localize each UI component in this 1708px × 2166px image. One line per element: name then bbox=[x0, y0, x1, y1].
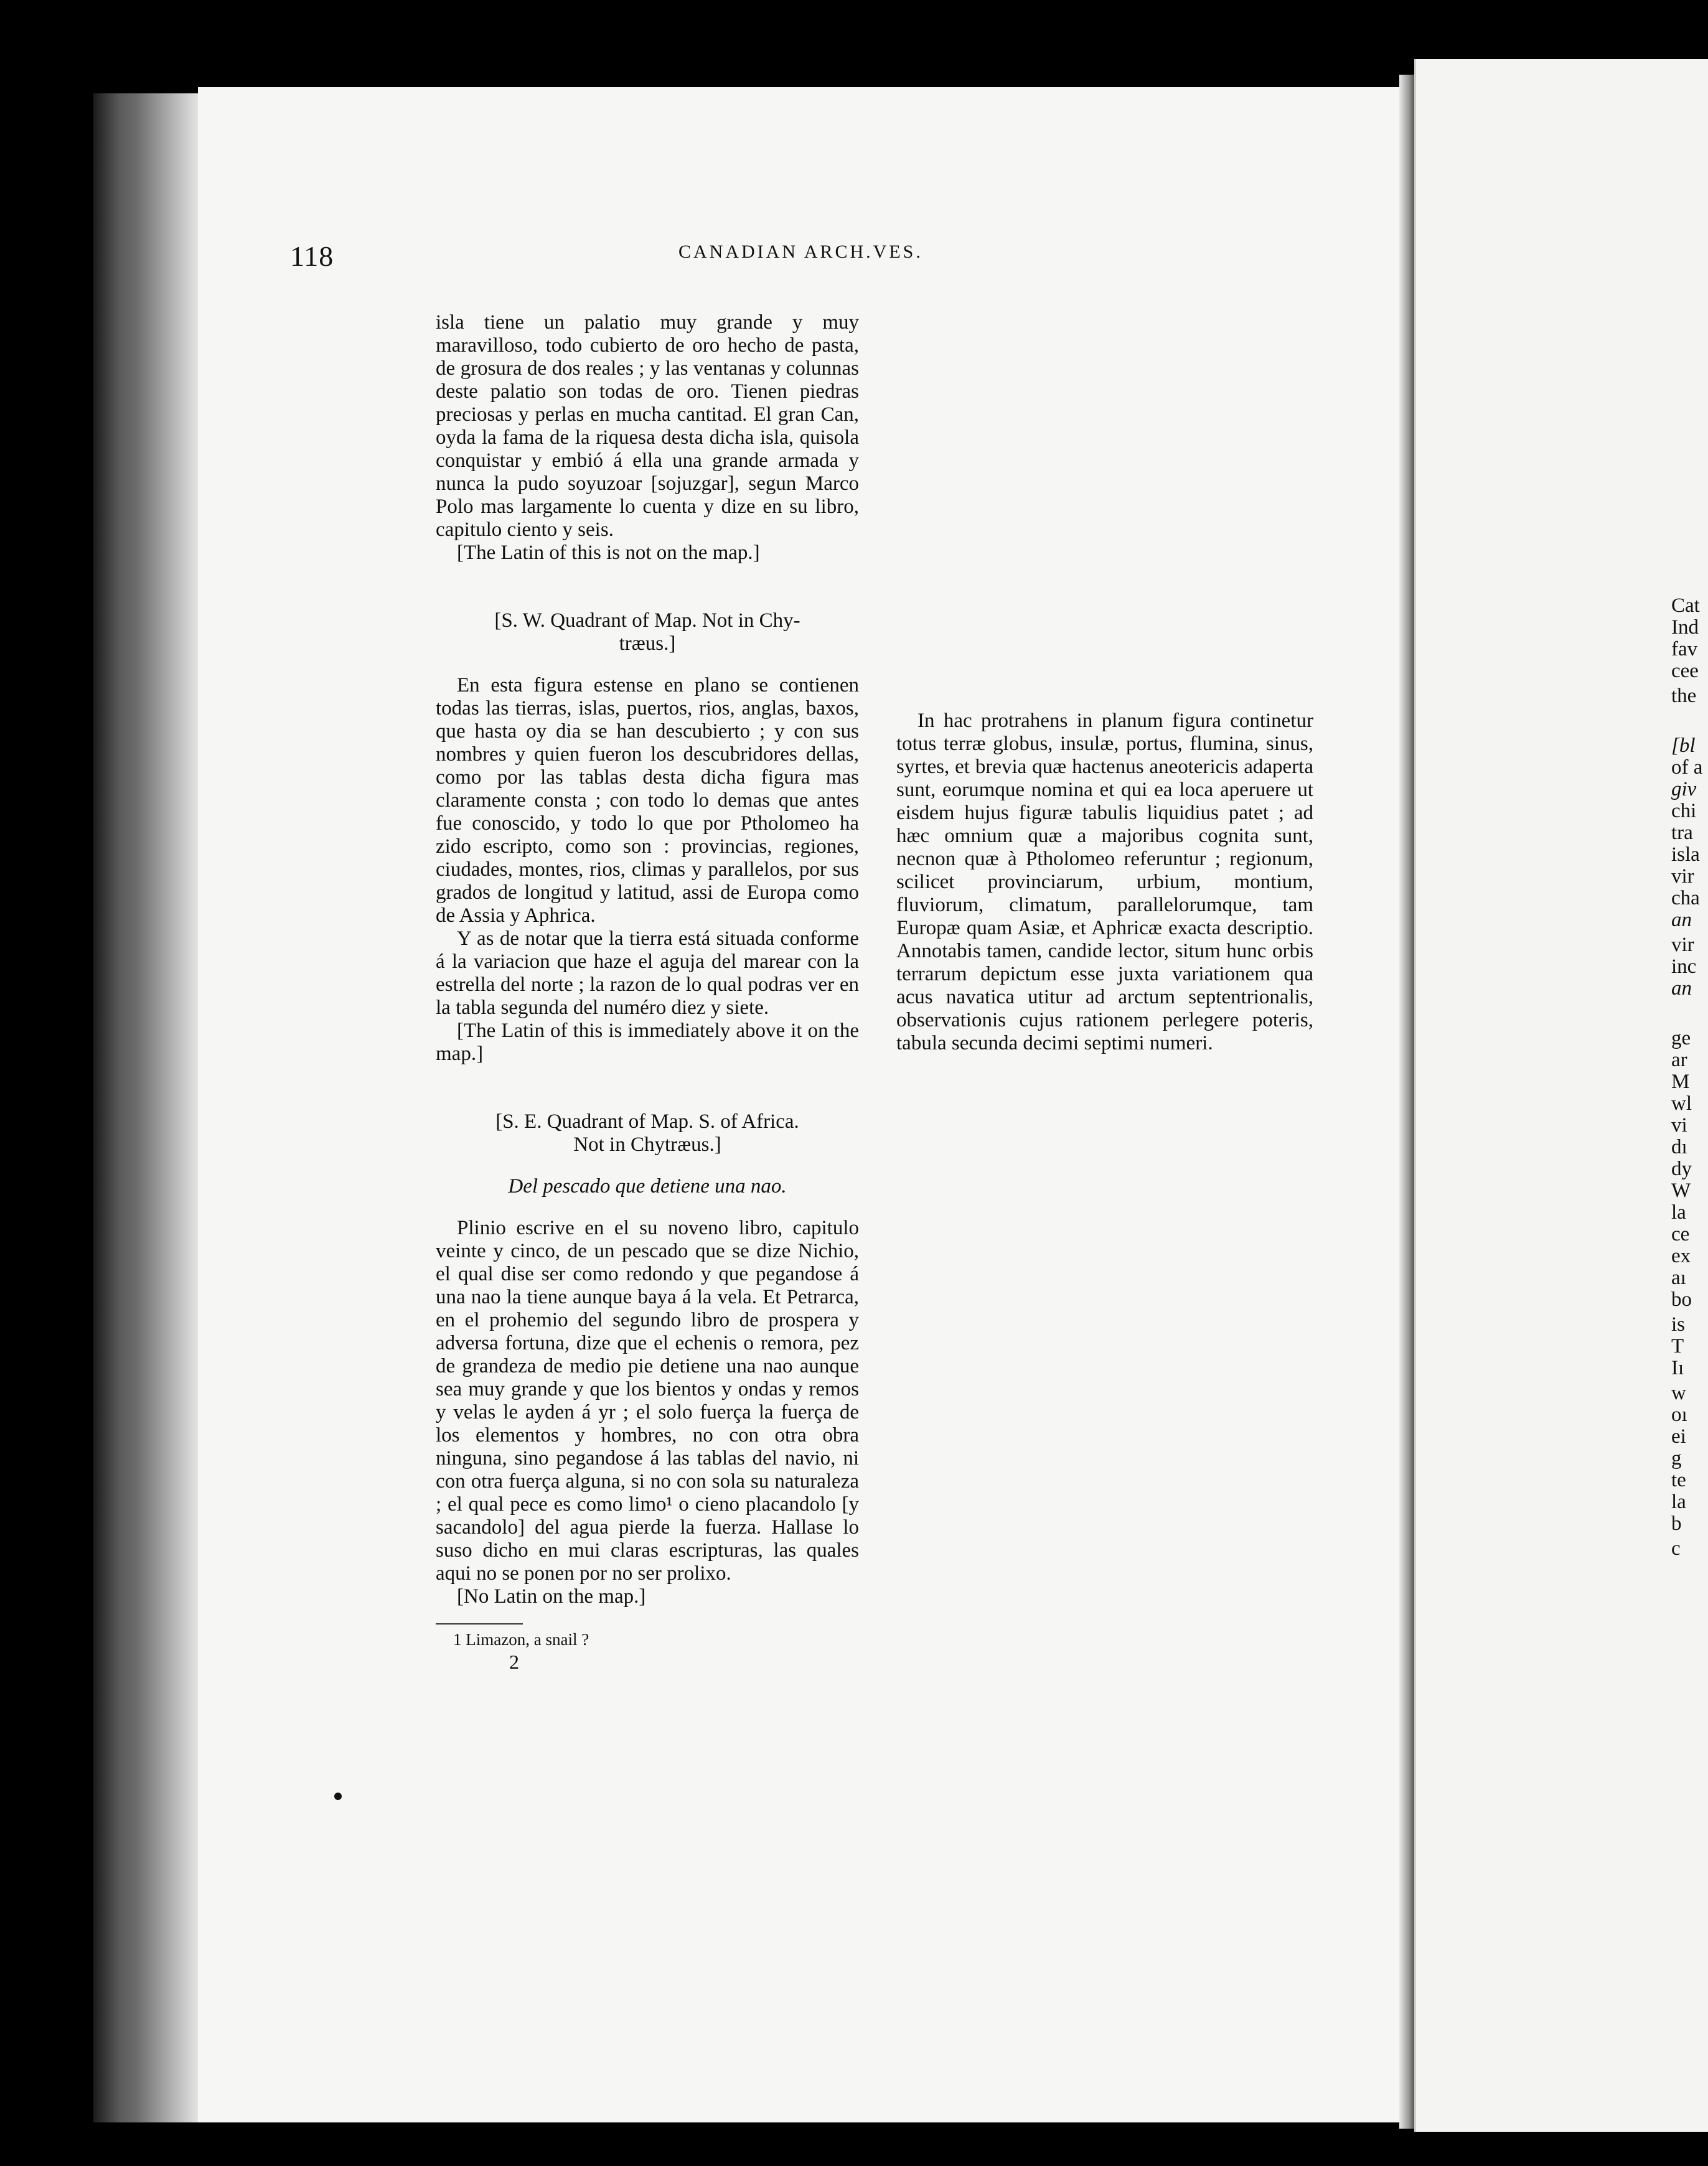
running-title: CANADIAN ARCH.VES. bbox=[678, 241, 923, 262]
facing-page-fragment: ce bbox=[1671, 1223, 1690, 1245]
facing-page-fragment: Ind bbox=[1671, 616, 1699, 639]
paragraph-plinio: Plinio escrive en el su noveno libro, capitulo veinte y cinco, de un pescado que se dize Nichio, el qual dise ser como redondo y que pegandose á una nao la tiene aunque baya á la vela. Et Petrarca, en el prohemio del segundo libro de prospera y adversa fortuna, dize que el echenis o remora, pez de grandeza de medio pie detiene una nao aunque sea muy grande y que los bientos y ondas y remos y velas le ayden á yr ; el solo fuerça la fuerça de los elementos y hombres, no con otra obra ninguna, sino pegandose á las tablas del navio, ni con otra fuerça alguna, si no con sola su naturaleza ; el qual pece es como limo¹ o cieno placandolo [y sacandolo] del agua pierde la fuerza. Hallase lo suso dicho en mui claras escripturas, las quales aqui no se ponen por no ser prolixo. bbox=[436, 1217, 859, 1585]
facing-page-fragment: of a bbox=[1671, 756, 1703, 779]
facing-page-fragment: wl bbox=[1671, 1092, 1692, 1115]
facing-page-edge bbox=[1671, 0, 1708, 2166]
facing-page-fragment: dı bbox=[1671, 1136, 1687, 1158]
paragraph-isla: isla tiene un palatio muy grande y muy maravilloso, todo cubierto de oro hecho de pasta, de grosura de dos reales ; y las ventanas y colunnas deste palatio son todas de oro. Tienen piedras preciosas y perlas en mucha cantitad. El gran Can, oyda la fama de la riquesa desta dicha isla, quisola conquistar y embió á ella una grande armada y nunca la pudo soyuzoar [sojuzgar], segun Marco Polo mas largamente lo cuenta y dize en su libro, capitulo ciento y seis. bbox=[436, 311, 859, 541]
facing-page-fragment: te bbox=[1671, 1469, 1686, 1491]
right-text-column bbox=[896, 710, 1313, 1055]
left-text-column bbox=[436, 311, 859, 1674]
book-binding-edge bbox=[93, 93, 199, 2122]
facing-page-fragment: is bbox=[1671, 1313, 1686, 1336]
section-heading-se-line2: Not in Chytræus.] bbox=[573, 1133, 721, 1156]
section-subheading-pescado: Del pescado que detiene una nao. bbox=[508, 1175, 787, 1198]
facing-page-fragment: W bbox=[1671, 1179, 1691, 1202]
facing-page-fragment: b bbox=[1671, 1512, 1682, 1535]
page-number: 118 bbox=[290, 240, 334, 272]
facing-page-fragment: tra bbox=[1671, 822, 1693, 844]
facing-page-fragment: M bbox=[1671, 1071, 1690, 1093]
facing-page-fragment: c bbox=[1671, 1537, 1681, 1560]
facing-page-fragment: ei bbox=[1671, 1425, 1686, 1448]
section-heading-se-line1: [S. E. Quadrant of Map. S. of Africa. bbox=[495, 1110, 799, 1133]
facing-page-fragment: cee bbox=[1671, 660, 1699, 682]
facing-page-fragment: aı bbox=[1671, 1267, 1686, 1289]
facing-page-fragment: w bbox=[1671, 1382, 1686, 1404]
facing-page-fragment: g bbox=[1671, 1447, 1682, 1470]
section-heading-sw-line2: træus.] bbox=[619, 632, 676, 655]
facing-page-fragment: ge bbox=[1671, 1027, 1691, 1049]
section-heading-sw-line1: [S. W. Quadrant of Map. Not in Chy- bbox=[494, 609, 800, 632]
facing-page-fragment: an bbox=[1671, 977, 1692, 1000]
footnote: 1 Limazon, a snail ? bbox=[453, 1630, 589, 1649]
paragraph-notar: Y as de notar que la tierra está situada conforme á la variacion que haze el aguja del marear con la estrella del norte ; la razon de lo qual podras ver en la tabla segunda del numéro diez y siete. bbox=[436, 927, 859, 1019]
facing-page-fragment: la bbox=[1671, 1201, 1686, 1224]
facing-page-fragment: T bbox=[1671, 1335, 1684, 1357]
facing-page-fragment: vir bbox=[1671, 865, 1694, 888]
facing-page-fragment: ar bbox=[1671, 1049, 1687, 1071]
facing-page-fragment: oı bbox=[1671, 1404, 1687, 1426]
signature-mark: 2 bbox=[509, 1651, 519, 1673]
facing-page-fragment: vi bbox=[1671, 1114, 1687, 1137]
facing-page-fragment: Cat bbox=[1671, 594, 1700, 617]
facing-page-fragment: giv bbox=[1671, 778, 1697, 800]
facing-page-fragment: isla bbox=[1671, 843, 1700, 866]
facing-page-fragment: an bbox=[1671, 909, 1692, 931]
facing-page-fragment: cha bbox=[1671, 887, 1700, 909]
latin-paragraph: In hac protrahens in planum figura continetur totus terræ globus, insulæ, portus, flumina, sinus, syrtes, et brevia quæ hactenus aneotericis adaperta sunt, eorumque nomina et qui ea loca aperuere ut eisdem hujus figuræ tabulis liquidius patet ; ad hæc omnium quæ a majoribus cognita sunt, necnon quæ à Ptholomeo referuntur ; regionum, scilicet provinciarum, urbium, montium, fluviorum, climatum, parallelorumque, tam Europæ quam Asiæ, et Aphricæ exacta descriptio. Annotabis tamen, candide lector, situm hunc orbis terrarum depictum esse juxta variationem qua acus navatica utitur ad arctum septentrionalis, observationis cujus rationem perlegere poteris, tabula secunda decimi septimi numeri. bbox=[896, 710, 1313, 1054]
facing-page-fragment: the bbox=[1671, 685, 1697, 707]
paragraph-figura: En esta figura estense en plano se contienen todas las tierras, islas, puertos, rios, anglas, baxos, que hasta oy dia se han descubierto ; y con sus nombres y quien fueron los descubridores dellas, como por las tablas desta dicha figura mas claramente consta ; con todo lo demas que antes fue conoscido, y todo lo que por Ptholomeo ha zido escripto, como son : provincias, regiones, ciudades, montes, rios, climas y parallelos, por sus grados de longitud y latitud, assi de Europa como de Assia y Aphrica. bbox=[436, 674, 859, 927]
latin-note-3: [No Latin on the map.] bbox=[457, 1585, 646, 1608]
facing-page-fragment: [bl bbox=[1671, 734, 1696, 757]
facing-page-fragment: bo bbox=[1671, 1288, 1692, 1311]
facing-page-fragment: chi bbox=[1671, 800, 1697, 822]
facing-page-fragment: Iı bbox=[1671, 1357, 1684, 1379]
latin-note-2: [The Latin of this is immediately above it on the map.] bbox=[436, 1020, 859, 1065]
facing-page-fragment: ex bbox=[1671, 1245, 1691, 1267]
facing-page-fragment: inc bbox=[1671, 955, 1697, 978]
footnote-rule bbox=[436, 1623, 523, 1624]
facing-page-fragment: fav bbox=[1671, 638, 1698, 660]
facing-page-fragment: la bbox=[1671, 1491, 1686, 1513]
facing-page-fragment: vir bbox=[1671, 934, 1694, 956]
latin-note-1: [The Latin of this is not on the map.] bbox=[457, 542, 760, 564]
ink-dot bbox=[334, 1793, 342, 1800]
facing-page-fragment: dy bbox=[1671, 1158, 1692, 1180]
right-page bbox=[1414, 59, 1708, 2132]
